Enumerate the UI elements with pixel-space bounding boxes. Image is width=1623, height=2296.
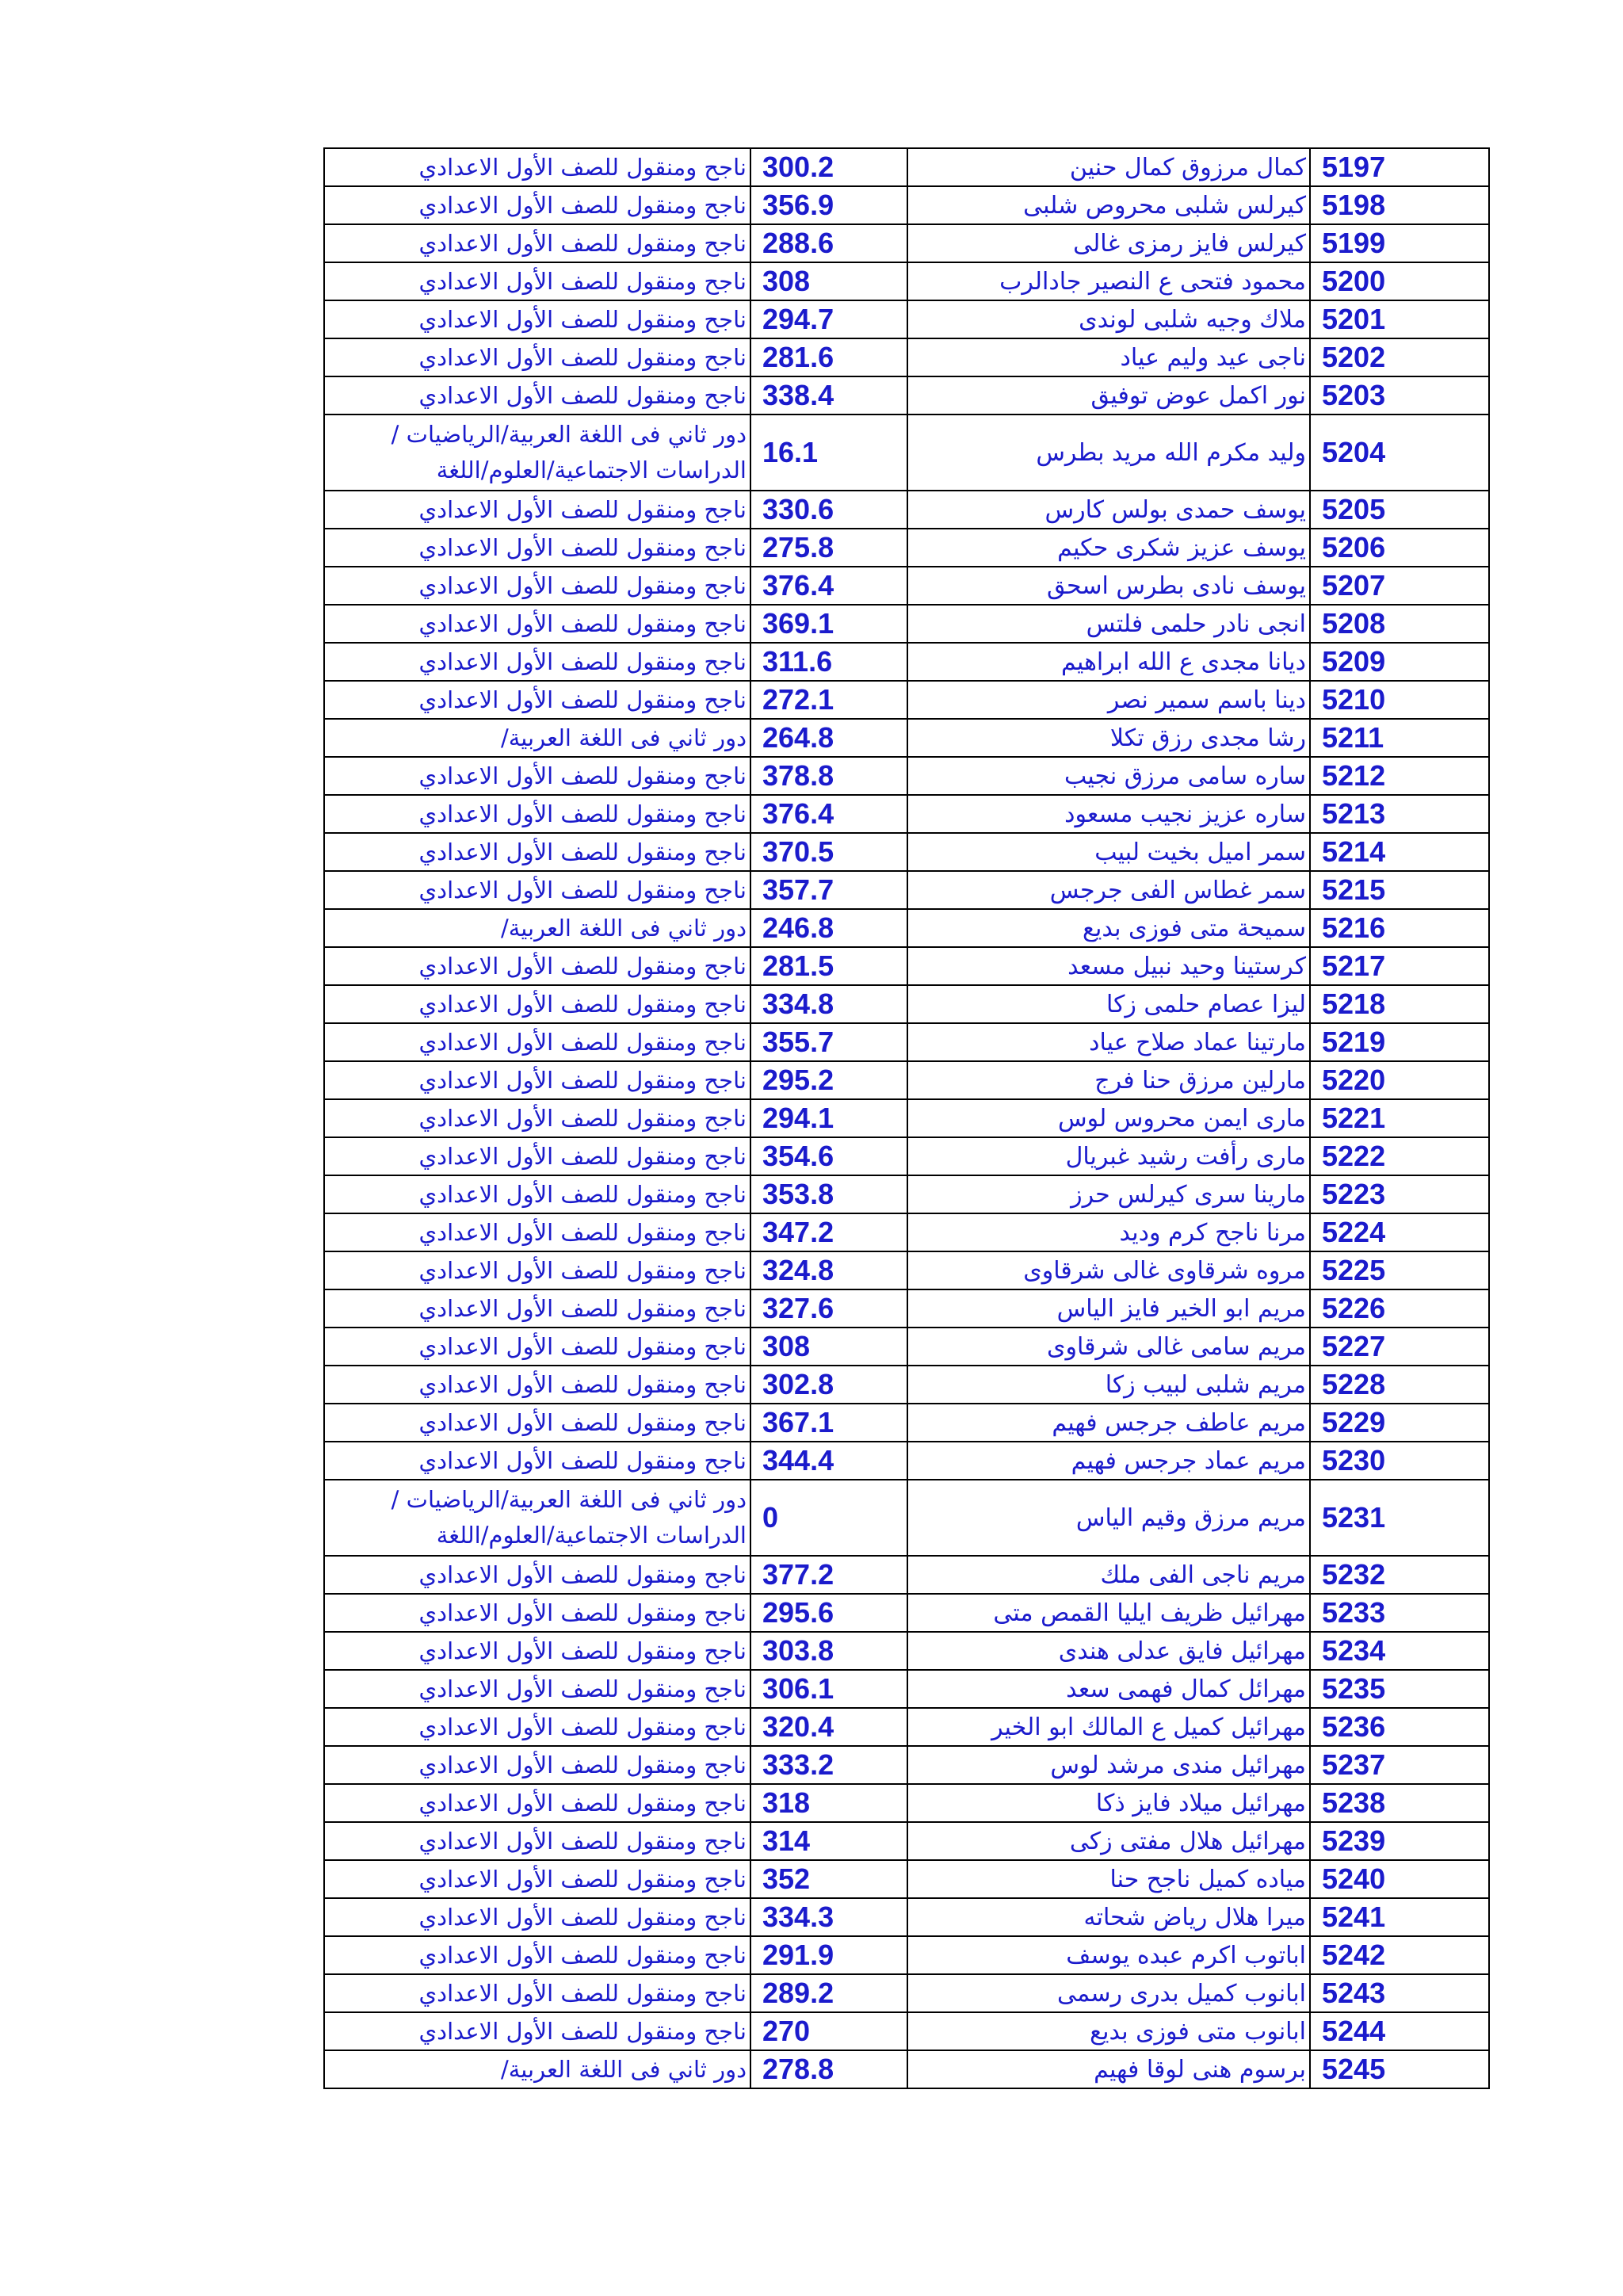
result-status-cell: ناجح ومنقول للصف الأول الاعدادي: [324, 1860, 750, 1898]
student-name-cell: سميحة متى فوزى بديع: [907, 909, 1310, 947]
table-row: [324, 871, 1489, 909]
seat-number-cell: 5199: [1310, 224, 1489, 262]
seat-number-cell: 5222: [1310, 1137, 1489, 1175]
total-score-cell: 357.7: [750, 871, 907, 909]
student-name-cell: ملاك وجيه شلبى لوندى: [907, 300, 1310, 338]
seat-number-cell: 5206: [1310, 529, 1489, 567]
result-status-cell: ناجح ومنقول للصف الأول الاعدادي: [324, 491, 750, 529]
total-score-cell: 295.2: [750, 1061, 907, 1099]
seat-number-cell: 5245: [1310, 2050, 1489, 2088]
seat-number-cell: 5200: [1310, 262, 1489, 300]
total-score-cell: 288.6: [750, 224, 907, 262]
total-score-cell: 338.4: [750, 376, 907, 415]
seat-number-cell: 5218: [1310, 985, 1489, 1023]
student-name-cell: مريم ابو الخير فايز الياس: [907, 1289, 1310, 1328]
result-status-cell: ناجح ومنقول للصف الأول الاعدادي: [324, 1670, 750, 1708]
student-name-cell: مريم عاطف جرجس فهيم: [907, 1404, 1310, 1442]
table-row: [324, 985, 1489, 1023]
seat-number-cell: 5213: [1310, 795, 1489, 833]
seat-number-cell: 5223: [1310, 1175, 1489, 1213]
student-name-cell: مارى رأفت رشيد غبريال: [907, 1137, 1310, 1175]
table-row: [324, 186, 1489, 224]
student-name-cell: مهرائيل كميل ع المالك ابو الخير: [907, 1708, 1310, 1746]
total-score-cell: 334.8: [750, 985, 907, 1023]
result-status-cell: ناجح ومنقول للصف الأول الاعدادي: [324, 1974, 750, 2012]
results-table-body: [324, 148, 1489, 2088]
table-row: [324, 1328, 1489, 1366]
total-score-cell: 300.2: [750, 148, 907, 186]
table-row: [324, 1175, 1489, 1213]
total-score-cell: 281.5: [750, 947, 907, 985]
result-status-cell: ناجح ومنقول للصف الأول الاعدادي: [324, 833, 750, 871]
table-row: [324, 1784, 1489, 1822]
result-status-cell: ناجح ومنقول للصف الأول الاعدادي: [324, 1251, 750, 1289]
total-score-cell: 376.4: [750, 795, 907, 833]
total-score-cell: 352: [750, 1860, 907, 1898]
table-row: [324, 833, 1489, 871]
total-score-cell: 308: [750, 1328, 907, 1366]
seat-number-cell: 5209: [1310, 643, 1489, 681]
table-row: [324, 1936, 1489, 1974]
table-row: [324, 719, 1489, 757]
student-name-cell: مهرائيل ظريف ايليا القمص متى: [907, 1594, 1310, 1632]
seat-number-cell: 5203: [1310, 376, 1489, 415]
result-status-cell: ناجح ومنقول للصف الأول الاعدادي: [324, 186, 750, 224]
student-name-cell: ابانوب كميل بدرى رسمى: [907, 1974, 1310, 2012]
table-row: [324, 757, 1489, 795]
result-status-cell: ناجح ومنقول للصف الأول الاعدادي: [324, 1594, 750, 1632]
table-row: [324, 224, 1489, 262]
total-score-cell: 327.6: [750, 1289, 907, 1328]
table-row: [324, 1023, 1489, 1061]
student-name-cell: مريم ناجى الفى ملك: [907, 1556, 1310, 1594]
student-name-cell: انجى نادر حلمى فلتس: [907, 605, 1310, 643]
table-row: [324, 338, 1489, 376]
seat-number-cell: 5211: [1310, 719, 1489, 757]
total-score-cell: 294.7: [750, 300, 907, 338]
seat-number-cell: 5226: [1310, 1289, 1489, 1328]
student-name-cell: برسوم هنى لوقا فهيم: [907, 2050, 1310, 2088]
table-row: [324, 1860, 1489, 1898]
total-score-cell: 353.8: [750, 1175, 907, 1213]
table-row: [324, 529, 1489, 567]
student-name-cell: رشا مجدى رزق تكلا: [907, 719, 1310, 757]
total-score-cell: 302.8: [750, 1366, 907, 1404]
total-score-cell: 377.2: [750, 1556, 907, 1594]
total-score-cell: 270: [750, 2012, 907, 2050]
total-score-cell: 308: [750, 262, 907, 300]
student-name-cell: مرنا ناجح كرم وديد: [907, 1213, 1310, 1251]
student-name-cell: مارتينا عماد صلاح عياد: [907, 1023, 1310, 1061]
table-row: [324, 947, 1489, 985]
student-name-cell: اباتوب اكرم عبده يوسف: [907, 1936, 1310, 1974]
total-score-cell: 378.8: [750, 757, 907, 795]
student-name-cell: يوسف نادى بطرس اسحق: [907, 567, 1310, 605]
result-status-cell: ناجح ومنقول للصف الأول الاعدادي: [324, 1822, 750, 1860]
seat-number-cell: 5220: [1310, 1061, 1489, 1099]
total-score-cell: 347.2: [750, 1213, 907, 1251]
result-status-cell: دور ثاني فى اللغة العربية/: [324, 2050, 750, 2088]
total-score-cell: 303.8: [750, 1632, 907, 1670]
total-score-cell: 311.6: [750, 643, 907, 681]
total-score-cell: 344.4: [750, 1442, 907, 1480]
seat-number-cell: 5241: [1310, 1898, 1489, 1936]
result-status-cell: ناجح ومنقول للصف الأول الاعدادي: [324, 681, 750, 719]
total-score-cell: 376.4: [750, 567, 907, 605]
result-status-cell: ناجح ومنقول للصف الأول الاعدادي: [324, 376, 750, 415]
student-name-cell: مهرائيل فايق عدلى هندى: [907, 1632, 1310, 1670]
student-name-cell: دينا باسم سمير نصر: [907, 681, 1310, 719]
total-score-cell: 0: [750, 1480, 907, 1556]
table-row: [324, 1670, 1489, 1708]
student-name-cell: ابانوب متى فوزى بديع: [907, 2012, 1310, 2050]
student-name-cell: مهرائل كمال فهمى سعد: [907, 1670, 1310, 1708]
table-row: [324, 2050, 1489, 2088]
table-row: [324, 681, 1489, 719]
student-name-cell: مهرائيل ميلاد فايز ذكا: [907, 1784, 1310, 1822]
total-score-cell: 314: [750, 1822, 907, 1860]
total-score-cell: 355.7: [750, 1023, 907, 1061]
table-row: [324, 605, 1489, 643]
table-row: [324, 1366, 1489, 1404]
total-score-cell: 289.2: [750, 1974, 907, 2012]
results-table: [323, 147, 1490, 2089]
student-name-cell: مهرائيل مندى مرشد لوس: [907, 1746, 1310, 1784]
student-name-cell: ليزا عصام حلمى زكا: [907, 985, 1310, 1023]
student-name-cell: مريم مرزق وقيم الياس: [907, 1480, 1310, 1556]
student-name-cell: ساره سامى مرزق نجيب: [907, 757, 1310, 795]
total-score-cell: 354.6: [750, 1137, 907, 1175]
result-status-cell: ناجح ومنقول للصف الأول الاعدادي: [324, 1936, 750, 1974]
student-name-cell: يوسف عزيز شكرى حكيم: [907, 529, 1310, 567]
total-score-cell: 278.8: [750, 2050, 907, 2088]
table-row: [324, 1708, 1489, 1746]
total-score-cell: 246.8: [750, 909, 907, 947]
seat-number-cell: 5240: [1310, 1860, 1489, 1898]
seat-number-cell: 5229: [1310, 1404, 1489, 1442]
table-row: [324, 262, 1489, 300]
result-status-cell: ناجح ومنقول للصف الأول الاعدادي: [324, 1784, 750, 1822]
table-row: [324, 1974, 1489, 2012]
result-status-cell: ناجح ومنقول للصف الأول الاعدادي: [324, 605, 750, 643]
seat-number-cell: 5225: [1310, 1251, 1489, 1289]
table-row: [324, 300, 1489, 338]
result-status-cell: ناجح ومنقول للصف الأول الاعدادي: [324, 1061, 750, 1099]
total-score-cell: 275.8: [750, 529, 907, 567]
seat-number-cell: 5231: [1310, 1480, 1489, 1556]
total-score-cell: 281.6: [750, 338, 907, 376]
seat-number-cell: 5205: [1310, 491, 1489, 529]
result-status-cell: ناجح ومنقول للصف الأول الاعدادي: [324, 300, 750, 338]
student-name-cell: مريم عماد جرجس فهيم: [907, 1442, 1310, 1480]
student-name-cell: ميرا هلال رياض شحاته: [907, 1898, 1310, 1936]
seat-number-cell: 5239: [1310, 1822, 1489, 1860]
student-name-cell: ساره عزيز نجيب مسعود: [907, 795, 1310, 833]
result-status-cell: ناجح ومنقول للصف الأول الاعدادي: [324, 1023, 750, 1061]
total-score-cell: 295.6: [750, 1594, 907, 1632]
student-name-cell: مارى ايمن محروس لوس: [907, 1099, 1310, 1137]
seat-number-cell: 5208: [1310, 605, 1489, 643]
result-status-cell: ناجح ومنقول للصف الأول الاعدادي: [324, 529, 750, 567]
total-score-cell: 330.6: [750, 491, 907, 529]
table-row: [324, 795, 1489, 833]
seat-number-cell: 5204: [1310, 415, 1489, 491]
seat-number-cell: 5202: [1310, 338, 1489, 376]
table-row: [324, 1632, 1489, 1670]
table-row: [324, 1099, 1489, 1137]
student-name-cell: محمود فتحى ع النصير جادالرب: [907, 262, 1310, 300]
table-row: [324, 1442, 1489, 1480]
student-name-cell: كيرلس شلبى محروص شلبى: [907, 186, 1310, 224]
student-name-cell: مارينا سرى كيرلس حرز: [907, 1175, 1310, 1213]
table-row: [324, 1137, 1489, 1175]
result-status-cell: دور ثاني فى اللغة العربية/: [324, 909, 750, 947]
seat-number-cell: 5227: [1310, 1328, 1489, 1366]
student-name-cell: يوسف حمدى بولس كارس: [907, 491, 1310, 529]
seat-number-cell: 5210: [1310, 681, 1489, 719]
table-row: [324, 1213, 1489, 1251]
student-name-cell: مروه شرقاوى غالى شرقاوى: [907, 1251, 1310, 1289]
result-status-cell: ناجح ومنقول للصف الأول الاعدادي: [324, 1898, 750, 1936]
result-status-cell: دور ثاني فى اللغة العربية/: [324, 719, 750, 757]
table-row: [324, 491, 1489, 529]
total-score-cell: 318: [750, 1784, 907, 1822]
result-status-cell: ناجح ومنقول للصف الأول الاعدادي: [324, 1175, 750, 1213]
student-name-cell: كيرلس فايز رمزى غالى: [907, 224, 1310, 262]
result-status-cell: ناجح ومنقول للصف الأول الاعدادي: [324, 643, 750, 681]
result-status-cell: ناجح ومنقول للصف الأول الاعدادي: [324, 2012, 750, 2050]
seat-number-cell: 5233: [1310, 1594, 1489, 1632]
table-row: [324, 1556, 1489, 1594]
table-row: [324, 1251, 1489, 1289]
seat-number-cell: 5236: [1310, 1708, 1489, 1746]
result-status-cell: ناجح ومنقول للصف الأول الاعدادي: [324, 757, 750, 795]
table-row: [324, 1480, 1489, 1556]
result-status-cell: ناجح ومنقول للصف الأول الاعدادي: [324, 1632, 750, 1670]
total-score-cell: 16.1: [750, 415, 907, 491]
total-score-cell: 367.1: [750, 1404, 907, 1442]
result-status-cell: دور ثاني فى اللغة العربية/الرياضيات / الدراسات الاجتماعية/العلوم/اللغة: [324, 415, 750, 491]
total-score-cell: 291.9: [750, 1936, 907, 1974]
total-score-cell: 333.2: [750, 1746, 907, 1784]
total-score-cell: 264.8: [750, 719, 907, 757]
result-status-cell: ناجح ومنقول للصف الأول الاعدادي: [324, 1328, 750, 1366]
total-score-cell: 369.1: [750, 605, 907, 643]
student-name-cell: وليد مكرم الله مريد بطرس: [907, 415, 1310, 491]
table-row: [324, 376, 1489, 415]
table-row: [324, 148, 1489, 186]
student-name-cell: مريم سامى غالى شرقاوى: [907, 1328, 1310, 1366]
table-row: [324, 909, 1489, 947]
seat-number-cell: 5230: [1310, 1442, 1489, 1480]
total-score-cell: 370.5: [750, 833, 907, 871]
student-name-cell: مريم شلبى لبيب زكا: [907, 1366, 1310, 1404]
table-row: [324, 1404, 1489, 1442]
student-name-cell: مهرائيل هلال مفتى زكى: [907, 1822, 1310, 1860]
seat-number-cell: 5237: [1310, 1746, 1489, 1784]
seat-number-cell: 5221: [1310, 1099, 1489, 1137]
result-status-cell: ناجح ومنقول للصف الأول الاعدادي: [324, 148, 750, 186]
seat-number-cell: 5201: [1310, 300, 1489, 338]
table-row: [324, 1898, 1489, 1936]
seat-number-cell: 5197: [1310, 148, 1489, 186]
table-row: [324, 2012, 1489, 2050]
result-status-cell: دور ثاني فى اللغة العربية/الرياضيات / الدراسات الاجتماعية/العلوم/اللغة: [324, 1480, 750, 1556]
student-name-cell: كمال مرزوق كمال حنين: [907, 148, 1310, 186]
student-name-cell: سمر غطاس الفى جرجس: [907, 871, 1310, 909]
seat-number-cell: 5244: [1310, 2012, 1489, 2050]
result-status-cell: ناجح ومنقول للصف الأول الاعدادي: [324, 795, 750, 833]
total-score-cell: 272.1: [750, 681, 907, 719]
total-score-cell: 334.3: [750, 1898, 907, 1936]
seat-number-cell: 5242: [1310, 1936, 1489, 1974]
table-row: [324, 1822, 1489, 1860]
result-status-cell: ناجح ومنقول للصف الأول الاعدادي: [324, 1746, 750, 1784]
table-row: [324, 643, 1489, 681]
table-row: [324, 567, 1489, 605]
seat-number-cell: 5216: [1310, 909, 1489, 947]
total-score-cell: 306.1: [750, 1670, 907, 1708]
seat-number-cell: 5224: [1310, 1213, 1489, 1251]
table-row: [324, 1746, 1489, 1784]
student-name-cell: نور اكمل عوض توفيق: [907, 376, 1310, 415]
seat-number-cell: 5217: [1310, 947, 1489, 985]
seat-number-cell: 5198: [1310, 186, 1489, 224]
total-score-cell: 294.1: [750, 1099, 907, 1137]
student-name-cell: كرستينا وحيد نبيل مسعد: [907, 947, 1310, 985]
table-row: [324, 415, 1489, 491]
result-status-cell: ناجح ومنقول للصف الأول الاعدادي: [324, 1213, 750, 1251]
student-name-cell: ديانا مجدى ع الله ابراهيم: [907, 643, 1310, 681]
seat-number-cell: 5207: [1310, 567, 1489, 605]
result-status-cell: ناجح ومنقول للصف الأول الاعدادي: [324, 1099, 750, 1137]
result-status-cell: ناجح ومنقول للصف الأول الاعدادي: [324, 1137, 750, 1175]
seat-number-cell: 5234: [1310, 1632, 1489, 1670]
student-name-cell: مارلين مرزق حنا فرج: [907, 1061, 1310, 1099]
seat-number-cell: 5212: [1310, 757, 1489, 795]
result-status-cell: ناجح ومنقول للصف الأول الاعدادي: [324, 947, 750, 985]
result-status-cell: ناجح ومنقول للصف الأول الاعدادي: [324, 338, 750, 376]
result-status-cell: ناجح ومنقول للصف الأول الاعدادي: [324, 1366, 750, 1404]
seat-number-cell: 5235: [1310, 1670, 1489, 1708]
result-status-cell: ناجح ومنقول للصف الأول الاعدادي: [324, 567, 750, 605]
seat-number-cell: 5232: [1310, 1556, 1489, 1594]
result-status-cell: ناجح ومنقول للصف الأول الاعدادي: [324, 1708, 750, 1746]
result-status-cell: ناجح ومنقول للصف الأول الاعدادي: [324, 1404, 750, 1442]
result-status-cell: ناجح ومنقول للصف الأول الاعدادي: [324, 262, 750, 300]
student-name-cell: سمر اميل بخيت لبيب: [907, 833, 1310, 871]
result-status-cell: ناجح ومنقول للصف الأول الاعدادي: [324, 871, 750, 909]
student-name-cell: مياده كميل ناجح حنا: [907, 1860, 1310, 1898]
seat-number-cell: 5243: [1310, 1974, 1489, 2012]
result-status-cell: ناجح ومنقول للصف الأول الاعدادي: [324, 1442, 750, 1480]
total-score-cell: 356.9: [750, 186, 907, 224]
total-score-cell: 324.8: [750, 1251, 907, 1289]
total-score-cell: 320.4: [750, 1708, 907, 1746]
table-row: [324, 1289, 1489, 1328]
result-status-cell: ناجح ومنقول للصف الأول الاعدادي: [324, 1556, 750, 1594]
seat-number-cell: 5228: [1310, 1366, 1489, 1404]
student-name-cell: ناجى عيد وليم عياد: [907, 338, 1310, 376]
result-status-cell: ناجح ومنقول للصف الأول الاعدادي: [324, 985, 750, 1023]
table-row: [324, 1594, 1489, 1632]
result-status-cell: ناجح ومنقول للصف الأول الاعدادي: [324, 224, 750, 262]
seat-number-cell: 5219: [1310, 1023, 1489, 1061]
seat-number-cell: 5215: [1310, 871, 1489, 909]
table-row: [324, 1061, 1489, 1099]
seat-number-cell: 5214: [1310, 833, 1489, 871]
result-status-cell: ناجح ومنقول للصف الأول الاعدادي: [324, 1289, 750, 1328]
seat-number-cell: 5238: [1310, 1784, 1489, 1822]
